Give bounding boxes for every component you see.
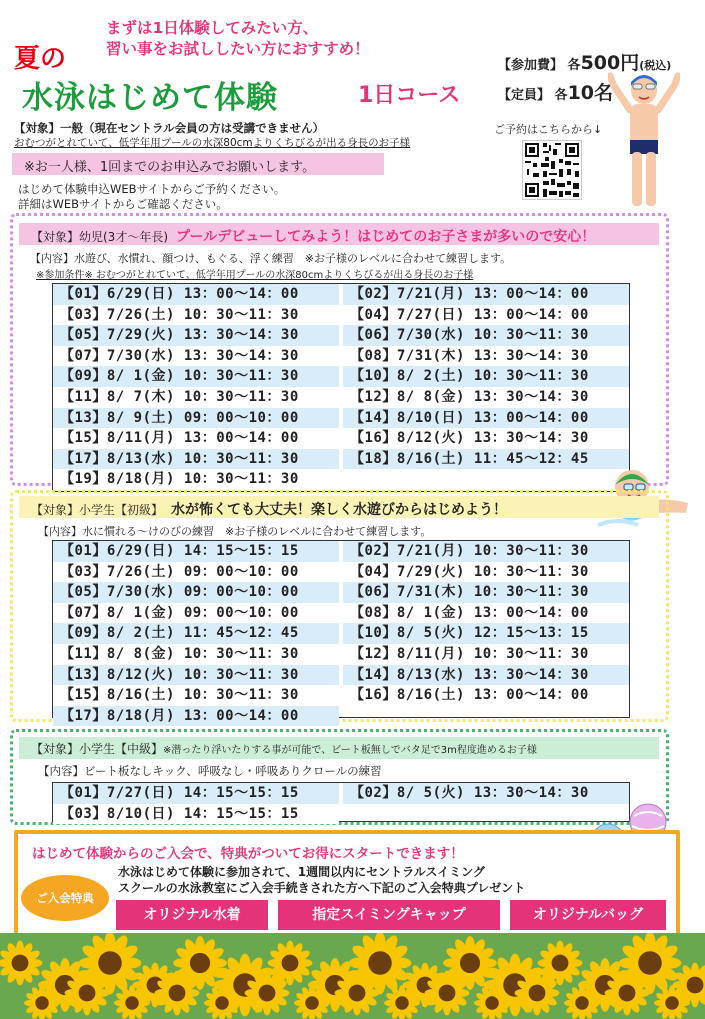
section-intermediate-content: 【内容】ビート板なしキック、呼吸なし・呼吸ありクロールの練習 [38, 764, 382, 778]
capacity-label: 【定員】 [498, 88, 551, 103]
schedule-slot: 【14】8/10(日) 13：00～14：00 [343, 408, 629, 429]
schedule-column-right [343, 541, 629, 706]
schedule-slot: 【07】7/30(水) 13：30～14：30 [53, 346, 339, 367]
qr-code-icon[interactable] [522, 140, 582, 200]
schedule-table-beginner [52, 540, 630, 724]
schedule-slot: 【08】8/ 1(金) 13：00～14：00 [343, 603, 629, 624]
schedule-slot: 【13】8/12(火) 10：30～11：30 [53, 665, 339, 686]
schedule-slot: 【11】8/ 7(木) 10：30～11：30 [53, 387, 339, 408]
bonus-description-1: 水泳はじめて体験に参加されて、1週間以内にセントラルスイミング [118, 865, 485, 879]
schedule-slot: 【06】7/31(木) 10：30～11：30 [343, 582, 629, 603]
section-preschool-content: 【内容】水遊び、水慣れ、顔つけ、もぐる、浮く練習 ※お子様のレベルに合わせて練習します。 [30, 252, 512, 265]
capacity-value: 10名 [567, 82, 614, 104]
tagline [106, 18, 436, 60]
web-instruction-2: 詳細はWEBサイトからご確認ください。 [18, 197, 228, 211]
schedule-slot: 【03】7/26(土) 10：30～11：30 [53, 305, 339, 326]
web-instruction-1: はじめて体験申込WEBサイトからご予約ください。 [18, 182, 286, 196]
schedule-slot: 【09】8/ 2(土) 11：45～12：45 [53, 623, 339, 644]
schedule-slot: 【02】7/21(月) 10：30～11：30 [343, 541, 629, 562]
schedule-slot: 【05】7/30(水) 09：00～10：00 [53, 582, 339, 603]
gift-bag: オリジナルバッグ [510, 900, 666, 930]
schedule-slot: 【10】8/ 5(火) 12：15～13：15 [343, 623, 629, 644]
schedule-slot: 【13】8/ 9(土) 09：00～10：00 [53, 408, 339, 429]
schedule-slot: 【08】7/31(木) 13：30～14：30 [343, 346, 629, 367]
section-intermediate-target: 【対象】小学生【中級】 [31, 742, 164, 756]
schedule-slot: 【01】6/29(日) 13：00～14：00 [53, 284, 339, 305]
section-intermediate-note: ※潜ったり浮いたりする事が可能で、ビート板無しでバタ足で3m程度進めるお子様 [163, 745, 537, 756]
tagline-line2: 習い事をお試ししたい方におすすめ！ [106, 40, 370, 58]
schedule-table-preschool [52, 283, 630, 492]
schedule-slot: 【05】7/29(火) 13：30～14：30 [53, 325, 339, 346]
schedule-slot: 【01】6/29(日) 14：15～15：15 [53, 541, 339, 562]
schedule-slot: 【19】8/18(月) 10：30～11：30 [53, 469, 339, 490]
schedule-column-right [343, 783, 629, 804]
target-note: おむつがとれていて、低学年用プールの水深80cmよりくちびるが出る身長のお子様 [14, 137, 411, 149]
fee-value: 500円 [580, 52, 640, 74]
schedule-slot: 【09】8/ 1(金) 10：30～11：30 [53, 366, 339, 387]
schedule-column-right [343, 284, 629, 469]
schedule-column-left [53, 783, 339, 824]
one-time-notice: ※お一人様、1回までのお申込みでお願いします。 [12, 153, 384, 175]
fee-tax: (税込) [639, 59, 672, 72]
fee-label: 【参加費】 [498, 58, 564, 73]
schedule-slot: 【14】8/13(水) 13：30～14：30 [343, 665, 629, 686]
schedule-column-left [53, 541, 339, 726]
target-general: 【対象】一般（現在セントラル会員の方は受講できません） [14, 121, 325, 135]
section-intermediate-header [19, 737, 659, 759]
schedule-slot: 【12】8/ 8(金) 13：30～14：30 [343, 387, 629, 408]
reserve-label: ご予約はこちらから↓ [494, 123, 603, 136]
bonus-badge: ご入会特典 [21, 875, 109, 921]
schedule-slot: 【16】8/12(火) 13：30～14：30 [343, 428, 629, 449]
section-preschool-target: 【対象】幼児(3才～年長) [31, 230, 168, 244]
capacity-prefix: 各 [554, 88, 568, 103]
section-preschool-condition: ※参加条件※ おむつがとれていて、低学年用プールの水深80cmよりくちびるが出る身長のお子様 [36, 270, 474, 281]
bonus-description-2: スクールの水泳教室にご入会手続きされた方へ下記のご入会特典プレゼント [118, 881, 526, 895]
schedule-slot: 【17】8/18(月) 13：00～14：00 [53, 706, 339, 727]
section-beginner-catch: 水が怖くても大丈夫！楽しく水遊びからはじめよう！ [171, 502, 508, 518]
schedule-slot: 【03】7/26(土) 09：00～10：00 [53, 562, 339, 583]
capacity-info [498, 78, 613, 105]
schedule-slot: 【15】8/16(土) 10：30～11：30 [53, 685, 339, 706]
bonus-title: はじめて体験からのご入会で、特典がついてお得にスタートできます！ [32, 846, 464, 862]
schedule-slot: 【15】8/11(月) 13：00～14：00 [53, 428, 339, 449]
section-preschool-header [19, 223, 659, 245]
course-label: 1日コース [358, 83, 461, 108]
tagline-line1: まずは1日体験してみたい方、 [106, 19, 319, 37]
schedule-table-intermediate [52, 782, 630, 822]
section-preschool-catch: プールデビューしてみよう！はじめてのお子さまが多いので安心！ [176, 229, 596, 245]
schedule-slot: 【10】8/ 2(土) 10：30～11：30 [343, 366, 629, 387]
schedule-slot: 【01】7/27(日) 14：15～15：15 [53, 783, 339, 804]
schedule-slot: 【07】8/ 1(金) 09：00～10：00 [53, 603, 339, 624]
schedule-slot: 【11】8/ 8(金) 10：30～11：30 [53, 644, 339, 665]
schedule-column-left [53, 284, 339, 490]
schedule-slot: 【18】8/16(土) 11：45～12：45 [343, 449, 629, 470]
section-beginner-target: 【対象】小学生【初級】 [31, 503, 164, 517]
page-title: 水泳はじめて体験 [22, 80, 278, 116]
sunflower-border-icon [0, 933, 705, 1019]
schedule-slot: 【02】7/21(月) 13：00～14：00 [343, 284, 629, 305]
section-beginner-header [19, 496, 659, 518]
swimmer-standing-icon [608, 66, 680, 212]
gift-swimsuit: オリジナル水着 [116, 900, 268, 930]
schedule-slot: 【16】8/16(土) 13：00～14：00 [343, 685, 629, 706]
schedule-slot: 【06】7/30(水) 10：30～11：30 [343, 325, 629, 346]
fee-prefix: 各 [567, 58, 581, 73]
schedule-slot: 【04】7/27(日) 13：00～14：00 [343, 305, 629, 326]
schedule-slot: 【03】8/10(日) 14：15～15：15 [53, 804, 339, 825]
section-beginner-content: 【内容】水に慣れる～けのびの練習 ※お子様のレベルに合わせて練習します。 [38, 525, 432, 538]
season-label: 夏の [14, 44, 67, 74]
schedule-slot: 【12】8/11(月) 10：30～11：30 [343, 644, 629, 665]
schedule-slot: 【04】7/29(火) 10：30～11：30 [343, 562, 629, 583]
schedule-slot: 【17】8/13(水) 10：30～11：30 [53, 449, 339, 470]
schedule-slot: 【02】8/ 5(火) 13：30～14：30 [343, 783, 629, 804]
gift-swim-cap: 指定スイミングキャップ [278, 900, 500, 930]
